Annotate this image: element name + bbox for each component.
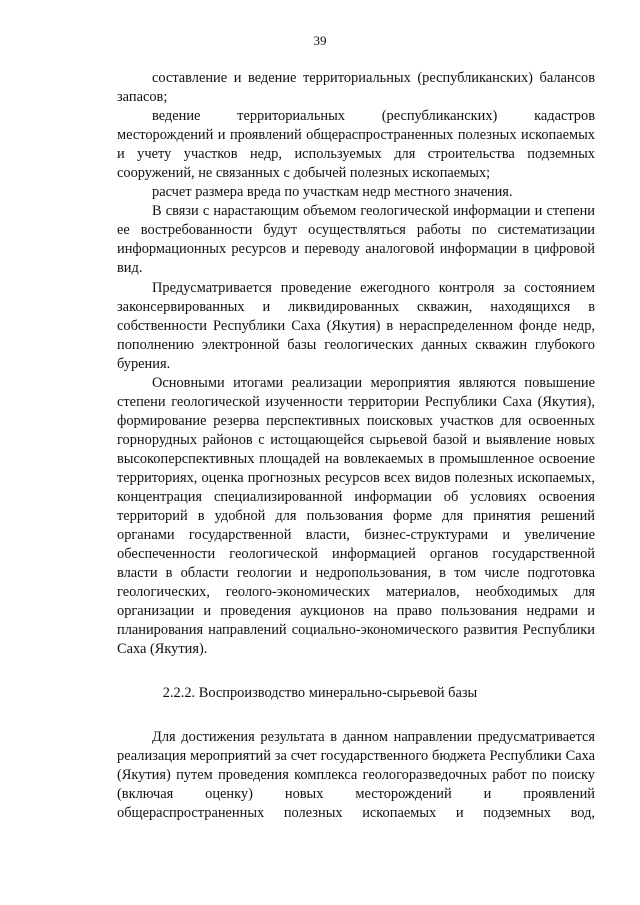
section-text (117, 728, 595, 823)
paragraph-cadastres: ведение территориальных (республиканских) кадастров месторождений и проявлений общераспространенных полезных ископаемых и учету участков недр, используемых для строительства подземных сооружений, не связанных с добычей полезных ископаемых; (117, 108, 595, 182)
page-number: 39 (313, 33, 327, 48)
paragraph-balances: составление и ведение территориальных (республиканских) балансов запасов; (117, 70, 595, 106)
paragraph-well-control: Предусматривается проведение ежегодного контроля за состоянием законсервированных и ликвидированных скважин, находящихся в собственности Республики Саха (Якутия) в нераспределенном фонде недр, пополнению электронной базы геологических данных скважин глубокого бурения. (117, 279, 595, 372)
paragraph-mineral-base-reproduction: Для достижения результата в данном направлении предусматривается реализация мероприятий за счет государственного бюджета Республики Саха (Якутия) путем проведения комплекса геологоразведочных работ по поиску (включая оценку) новых месторождений и проявлений общераспространенных полезных ископаемых и подземных вод, (117, 729, 595, 822)
paragraph-main-results: Основными итогами реализации мероприятия являются повышение степени геологической изученности территории Республики Саха (Якутия), формирование резерва перспективных поисковых участков для освоенных горнорудных районов с истощающейся сырьевой базой и выявление новых высокоперспективных площадей на вовлекаемых в промышленное освоение территориях, оценка прогнозных ресурсов всех видов полезных ископаемых, концентрация специализированной информации об условиях освоения территорий в удобной для пользования форме для принятия решений органами государственной власти, бизнес-структурами и увеличение обеспеченности геологической информацией органов государственной власти в области геологии и недропользования, в том числе подготовка геологических, геолого-экономических материалов, необходимых для организации и проведения аукционов на право пользования недрами и планирования направлений социально-экономического развития Республики Саха (Якутия). (117, 374, 595, 658)
section-heading: 2.2.2. Воспроизводство минерально-сырьевой базы (162, 685, 478, 701)
body-text (117, 69, 595, 659)
paragraph-information-systematization: В связи с нарастающим объемом геологической информации и степени ее востребованности будут осуществляться работы по систематизации информационных ресурсов и переводу аналоговой информации в цифровой вид. (117, 203, 595, 277)
paragraph-damage-calculation: расчет размера вреда по участкам недр местного значения. (152, 184, 513, 201)
